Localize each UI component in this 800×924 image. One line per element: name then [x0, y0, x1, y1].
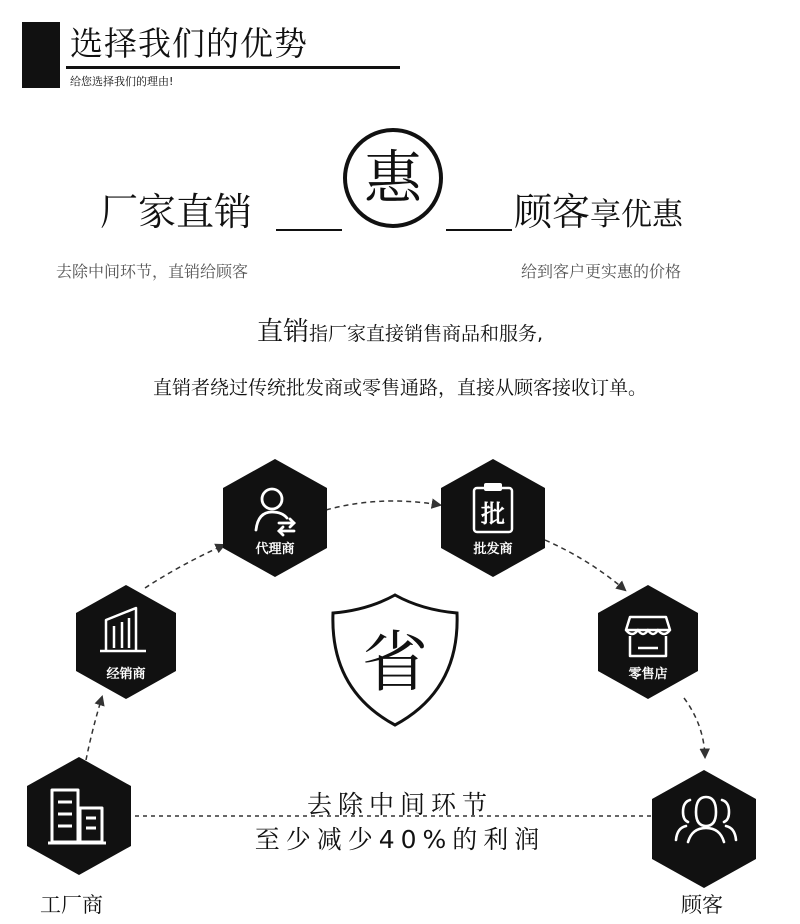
center-character: 省	[362, 624, 428, 701]
node-label-agent: 代理商	[255, 542, 295, 557]
direct-sale-desc: 去除中间环节，直销给顾客	[56, 262, 249, 281]
node-label-retail: 零售店	[628, 667, 668, 682]
factory-label: 工厂商	[40, 893, 103, 917]
hui-character: 惠	[363, 144, 422, 212]
node-wholesaler	[441, 459, 545, 577]
customer-benefit-desc: 给到客户更实惠的价格	[521, 262, 682, 281]
definition-line-1-text: 指厂家直接销售商品和服务,	[308, 323, 544, 345]
center-text-line-2: 至少减少40%的利润	[254, 825, 546, 854]
node-label-wholesaler: 批发商	[473, 542, 513, 557]
customer-title-big: 顾客	[514, 190, 591, 234]
svg-text:批: 批	[481, 500, 505, 528]
arrow-distributor-to-agent	[145, 545, 224, 588]
node-agent	[223, 459, 327, 577]
center-text-line-1: 去除中间环节	[306, 790, 493, 819]
definition-line-2: 直销者绕过传统批发商或零售通路，直接从顾客接收订单。	[152, 377, 647, 399]
arrow-factory-to-distributor	[86, 697, 102, 760]
node-label-distributor: 经销商	[106, 667, 146, 682]
arrow-retail-to-customer	[684, 698, 705, 757]
node-retail	[598, 585, 698, 699]
shield-save-icon	[333, 595, 457, 725]
arrow-agent-to-wholesaler	[326, 501, 440, 510]
node-distributor	[76, 585, 176, 699]
customer-label: 顾客	[681, 893, 723, 917]
arrow-wholesaler-to-retail	[545, 540, 625, 590]
customer-title-small: 享优惠	[590, 197, 684, 233]
section-title: 选择我们的优势	[70, 24, 308, 63]
direct-sale-title: 厂家直销	[100, 190, 253, 234]
definition-term: 直销	[256, 317, 309, 347]
section-subtitle: 给您选择我们的理由!	[70, 75, 174, 88]
